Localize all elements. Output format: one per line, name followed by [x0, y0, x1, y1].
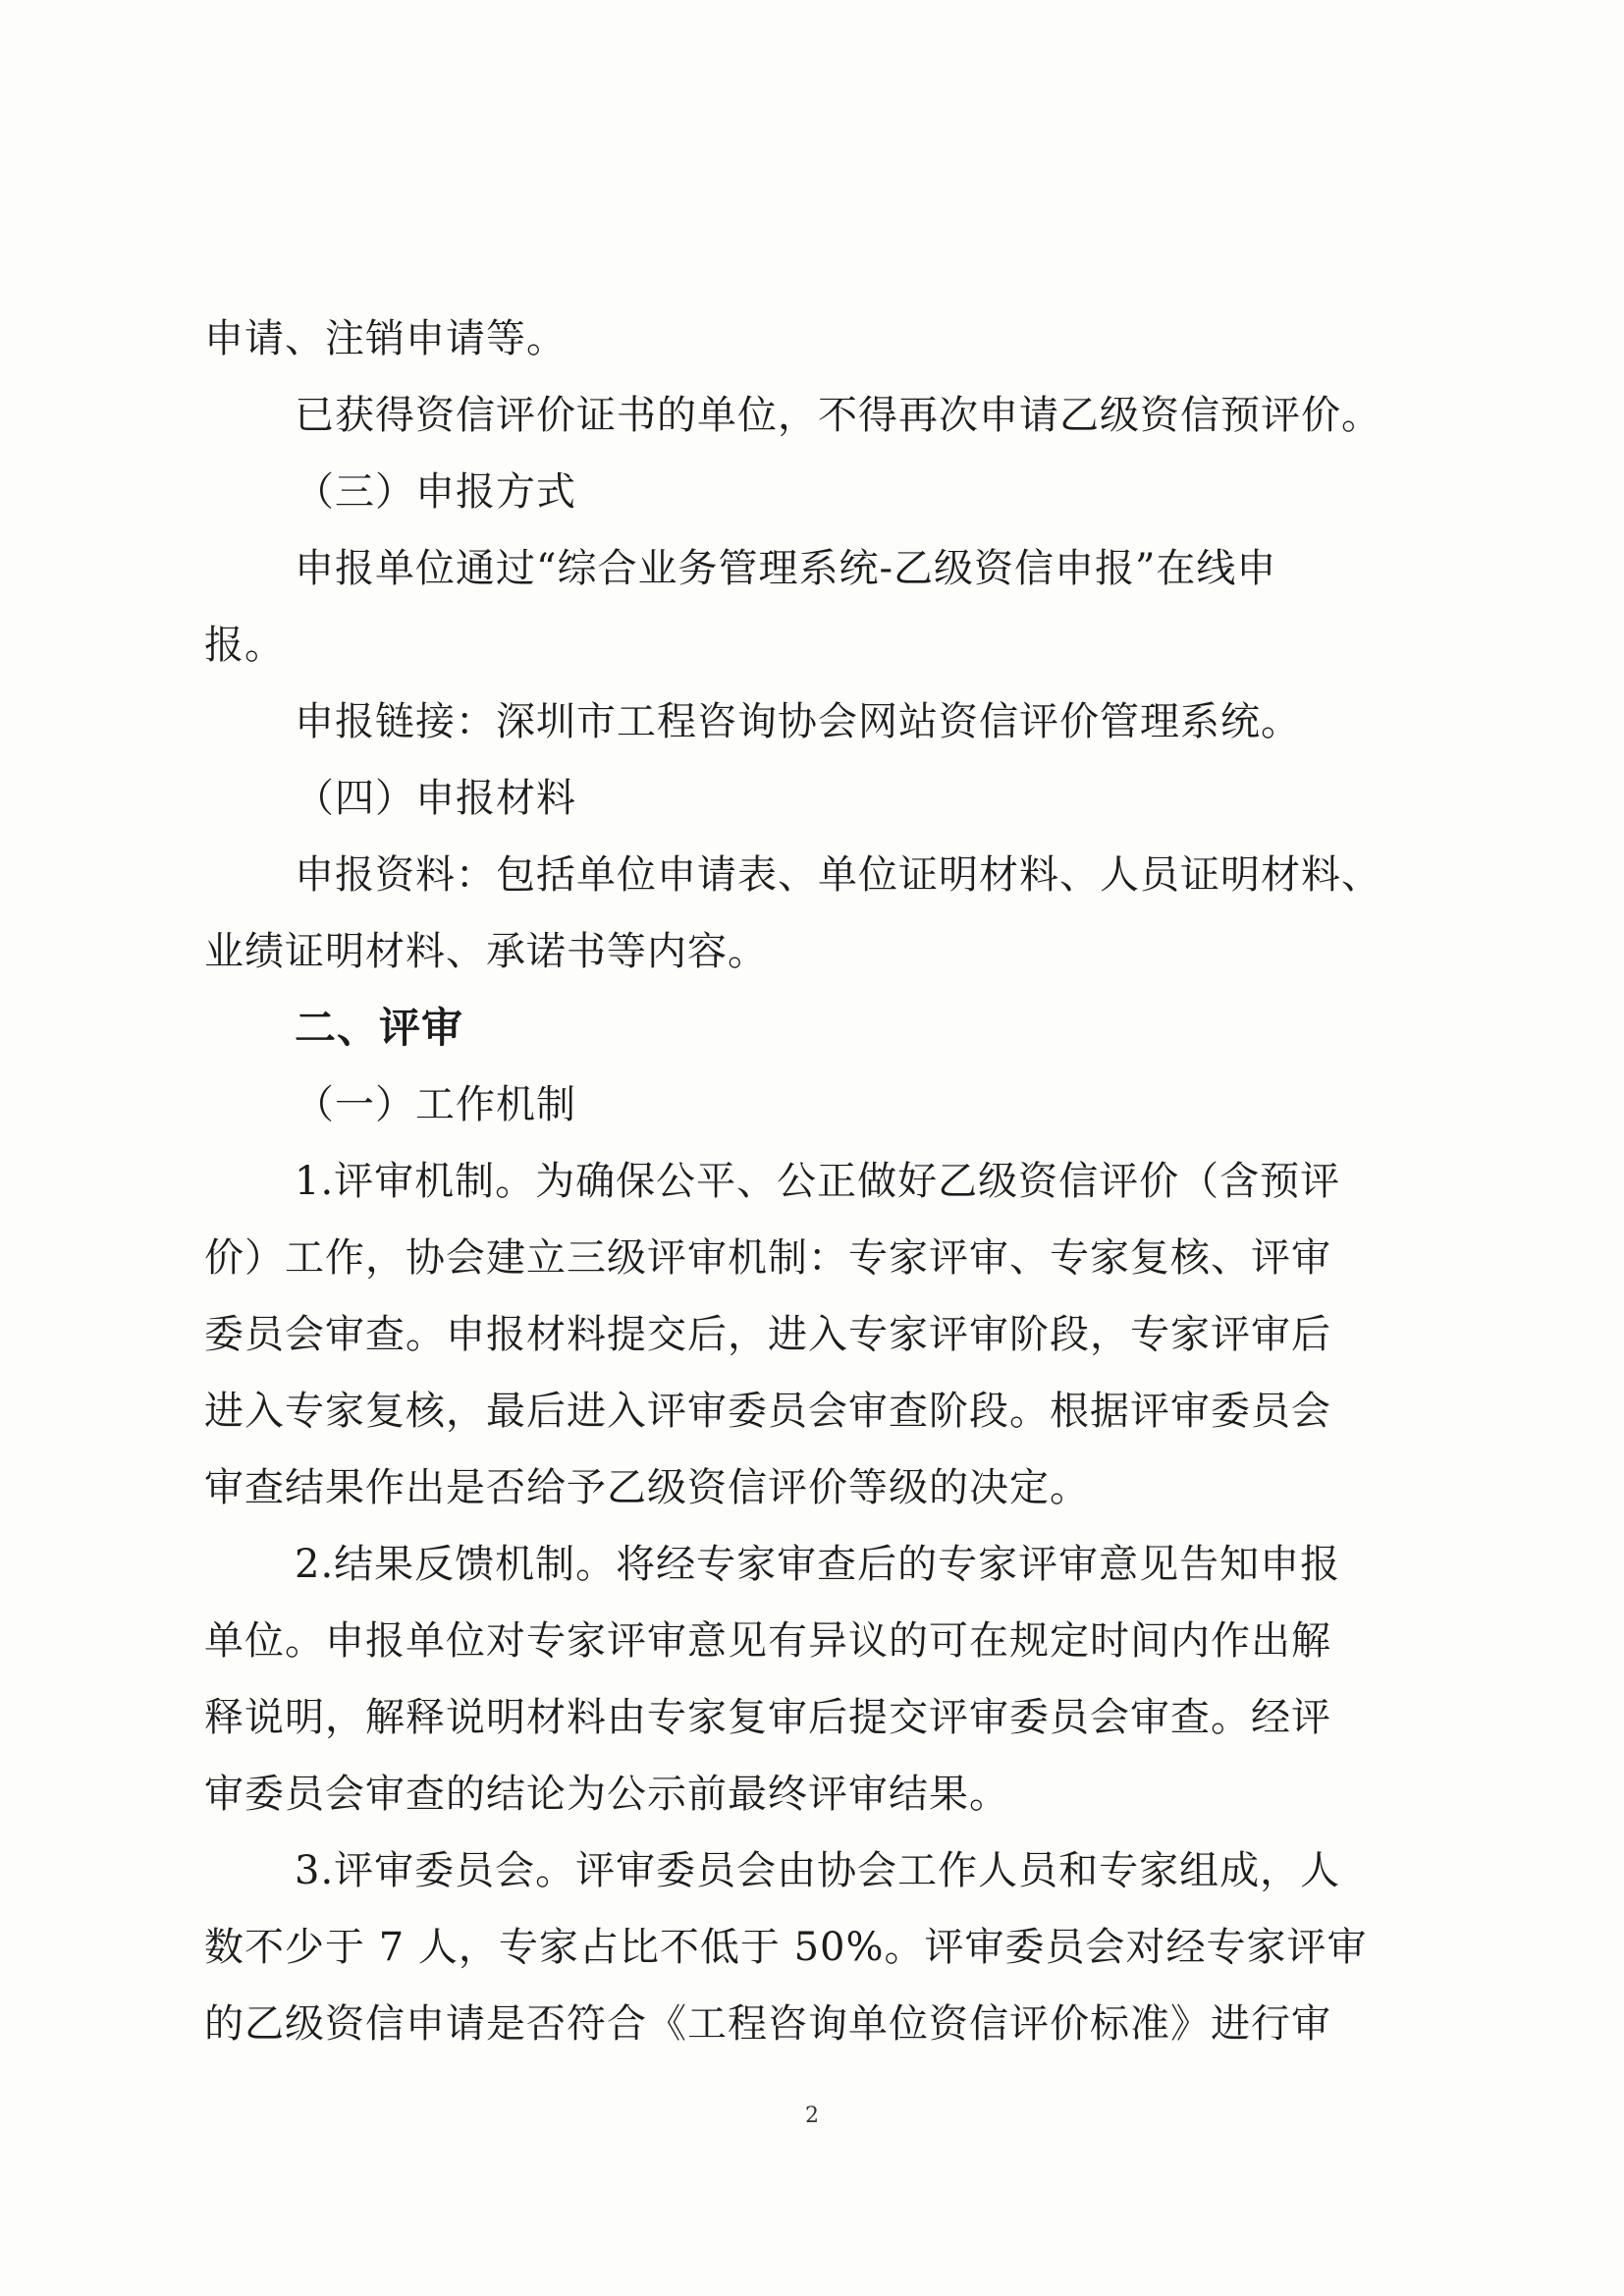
page-number: 2 — [805, 2104, 819, 2128]
text-line: 释说明，解释说明材料由专家复审后提交评审委员会审查。经评 — [204, 1695, 1331, 1740]
text-line: 3.评审委员会。评审委员会由协会工作人员和专家组成，人 — [295, 1848, 1341, 1893]
section-heading: 二、评审 — [295, 1004, 464, 1052]
text-line: 进入专家复核，最后进入评审委员会审查阶段。根据评审委员会 — [204, 1389, 1331, 1434]
text-line: 申报资料：包括单位申请表、单位证明材料、人员证明材料、 — [295, 852, 1381, 898]
text-line: 审查结果作出是否给予乙级资信评价等级的决定。 — [204, 1465, 1090, 1510]
text-line: （三）申报方式 — [295, 469, 576, 515]
text-line: 报。 — [204, 623, 285, 668]
text-line: 的乙级资信申请是否符合《工程咨询单位资信评价标准》进行审 — [204, 2001, 1331, 2047]
text-line: （四）申报材料 — [295, 776, 576, 821]
text-line: 价）工作，协会建立三级评审机制：专家评审、专家复核、评审 — [204, 1235, 1331, 1281]
text-line: 已获得资信评价证书的单位，不得再次申请乙级资信预评价。 — [295, 393, 1381, 438]
text-line: 申报单位通过“综合业务管理系统-乙级资信申报”在线申 — [295, 546, 1277, 591]
text-line: 2.结果反馈机制。将经专家审查后的专家评审意见告知申报 — [295, 1542, 1341, 1587]
text-line: 单位。申报单位对专家评审意见有异议的可在规定时间内作出解 — [204, 1618, 1331, 1664]
text-line: 业绩证明材料、承诺书等内容。 — [204, 929, 768, 974]
text-line: 1.评审机制。为确保公平、公正做好乙级资信评价（含预评 — [295, 1159, 1341, 1204]
text-line: （一）工作机制 — [295, 1082, 576, 1127]
text-line: 申请、注销申请等。 — [204, 316, 567, 361]
text-line: 数不少于 7 人，专家占比不低于 50%。评审委员会对经专家评审 — [204, 1925, 1368, 1970]
text-line: 申报链接：深圳市工程咨询协会网站资信评价管理系统。 — [295, 699, 1301, 744]
text-line: 审委员会审查的结论为公示前最终评审结果。 — [204, 1772, 1009, 1817]
text-line: 委员会审查。申报材料提交后，进入专家评审阶段，专家评审后 — [204, 1312, 1331, 1357]
document-body — [204, 301, 1414, 2062]
